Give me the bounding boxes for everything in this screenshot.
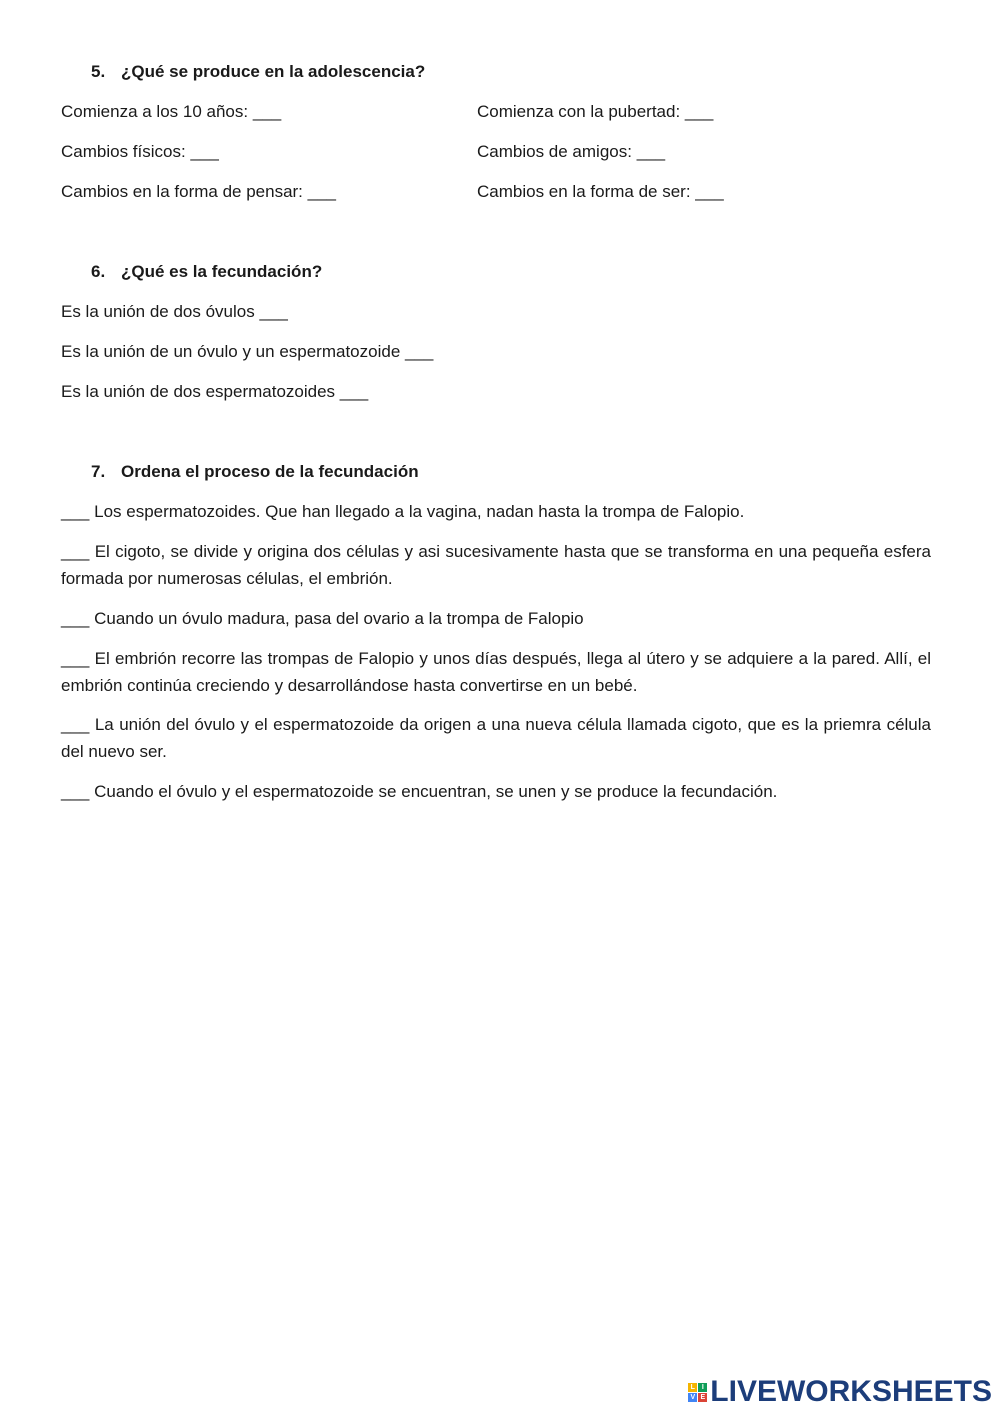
question-6-number: 6. [91,262,106,281]
q6-option-label-1: Es la unión de dos óvulos [61,302,255,321]
q6-option-1 [61,299,288,325]
q6-option-label-2: Es la unión de un óvulo y un espermatozoide [61,342,401,361]
answer-blank[interactable]: ___ [259,302,288,321]
q6-option-label-3: Es la unión de dos espermatozoides [61,382,336,401]
answer-blank[interactable]: ___ [339,382,369,401]
q7-step-6 [61,779,931,806]
answer-blank[interactable]: ___ [61,715,90,734]
logo-tile-i: I [698,1383,707,1392]
question-7-title [91,462,419,482]
answer-blank[interactable]: ___ [307,182,337,201]
q6-option-2 [61,339,433,365]
answer-blank[interactable]: ___ [61,542,90,561]
q7-step-text-1: Los espermatozoides. Que han llegado a la vagina, nadan hasta la trompa de Falopio. [94,502,745,521]
answer-blank[interactable]: ___ [405,342,434,361]
answer-blank[interactable]: ___ [61,502,90,521]
logo-tile-v: V [688,1393,697,1402]
answer-blank[interactable]: ___ [61,782,90,801]
q5-right-label-2: Cambios de amigos: [477,142,632,161]
q5-left-label-3: Cambios en la forma de pensar: [61,182,303,201]
answer-blank[interactable]: ___ [61,649,90,668]
q5-left-item-3 [61,179,336,205]
q5-left-label-2: Cambios físicos: [61,142,186,161]
q5-right-label-1: Comienza con la pubertad: [477,102,681,121]
q7-step-text-4: El embrión recorre las trompas de Falopio y unos días después, llega al útero y se adquiere a la pared. Allí, el embrión continúa creciendo y desarrollándose hasta convertirse en un bebé. [61,649,931,695]
q5-right-item-3 [477,179,724,205]
q5-left-item-2 [61,139,219,165]
question-5-number: 5. [91,62,106,81]
liveworksheets-footer [688,1377,992,1407]
q7-step-5 [61,712,931,765]
answer-blank[interactable]: ___ [252,102,282,121]
q7-step-text-6: Cuando el óvulo y el espermatozoide se encuentran, se unen y se produce la fecundación. [94,782,778,801]
q7-step-text-2: El cigoto, se divide y origina dos células y asi sucesivamente hasta que se transforma en una pequeña esfera formada por numerosas células, el embrión. [61,542,931,588]
q5-right-item-2 [477,139,665,165]
q7-step-text-3: Cuando un óvulo madura, pasa del ovario a la trompa de Falopio [94,609,584,628]
question-5-title [91,62,425,82]
answer-blank[interactable]: ___ [61,609,90,628]
question-7-text: Ordena el proceso de la fecundación [121,462,419,481]
q5-left-label-1: Comienza a los 10 años: [61,102,249,121]
q5-right-label-3: Cambios en la forma de ser: [477,182,691,201]
q5-right-item-1 [477,99,713,125]
q7-step-3 [61,606,931,633]
question-5-text: ¿Qué se produce en la adolescencia? [121,62,426,81]
q7-step-text-5: La unión del óvulo y el espermatozoide da origen a una nueva célula llamada cigoto, que es la priemra célula del nuevo ser. [61,715,931,761]
q7-step-1 [61,499,931,526]
question-6-text: ¿Qué es la fecundación? [121,262,323,281]
q6-option-3 [61,379,368,405]
answer-blank[interactable]: ___ [684,102,714,121]
brand-wordmark: LIVEWORKSHEETS [710,1375,992,1408]
liveworksheets-logo-icon [688,1383,707,1402]
q5-left-item-1 [61,99,281,125]
q7-step-2 [61,539,931,592]
question-6-title [91,262,322,282]
question-7-number: 7. [91,462,106,481]
answer-blank[interactable]: ___ [190,142,219,161]
answer-blank[interactable]: ___ [636,142,666,161]
logo-tile-l: L [688,1383,697,1392]
logo-tile-e: E [698,1393,707,1402]
q7-step-4 [61,646,931,699]
answer-blank[interactable]: ___ [695,182,724,201]
